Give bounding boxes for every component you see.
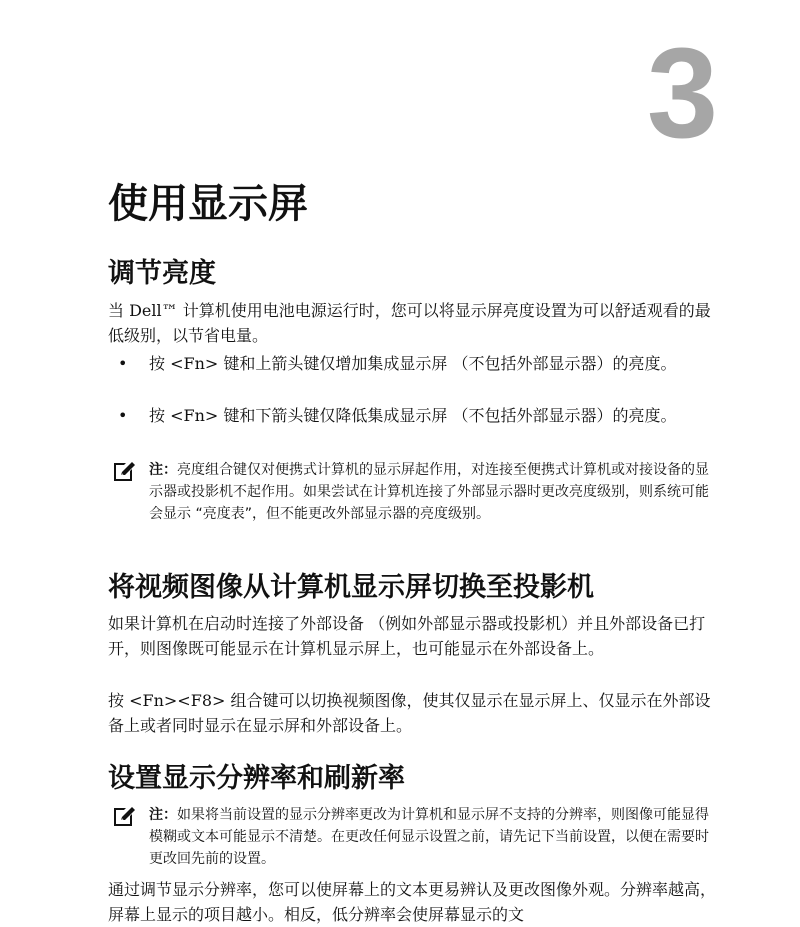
brightness-intro: 当 Dell™ 计算机使用电池电源运行时，您可以将显示屏亮度设置为可以舒适观看的最低级别，以节省电量。 — [108, 301, 711, 345]
chapter-number: 3 — [646, 22, 718, 165]
section-heading-projector: 将视频图像从计算机显示屏切换至投影机 — [108, 572, 594, 603]
list-item — [118, 403, 718, 428]
list-item — [118, 351, 718, 376]
note-label: 注： — [149, 807, 177, 823]
pencil-note-icon — [112, 806, 136, 828]
bullet-icon: • — [118, 354, 128, 373]
section-heading-resolution: 设置显示分辨率和刷新率 — [108, 763, 405, 794]
note-text: 亮度组合键仅对便携式计算机的显示屏起作用，对连接至便携式计算机或对接设备的显示器或投影机不起作用。如果尝试在计算机连接了外部显示器时更改亮度级别，则系统可能会显示 “亮度表”，但不能更改外部显示器的亮度级别。 — [149, 462, 709, 522]
projector-paragraph-2: 按 <Fn><F8> 组合键可以切换视频图像，使其仅显示在显示屏上、仅显示在外部设备上或者同时显示在显示屏和外部设备上。 — [108, 691, 711, 735]
section-heading-brightness: 调节亮度 — [108, 258, 216, 289]
projector-paragraph-1: 如果计算机在启动时连接了外部设备 （例如外部显示器或投影机）并且外部设备已打开，则图像既可能显示在计算机显示屏上，也可能显示在外部设备上。 — [108, 614, 706, 658]
page-title: 使用显示屏 — [108, 181, 308, 227]
note-resolution — [112, 804, 720, 870]
pencil-note-icon — [112, 461, 136, 483]
bullet-icon: • — [118, 406, 128, 425]
note-text: 如果将当前设置的显示分辨率更改为计算机和显示屏不支持的分辨率，则图像可能显得模糊或文本可能显示不清楚。在更改任何显示设置之前，请先记下当前设置，以便在需要时更改回先前的设置。 — [149, 807, 709, 867]
list-item-text: 按 <Fn> 键和上箭头键仅增加集成显示屏 （不包括外部显示器）的亮度。 — [149, 354, 677, 373]
list-item-text: 按 <Fn> 键和下箭头键仅降低集成显示屏 （不包括外部显示器）的亮度。 — [149, 406, 677, 425]
resolution-paragraph: 通过调节显示分辨率，您可以使屏幕上的文本更易辨认及更改图像外观。分辨率越高，屏幕上显示的项目越小。相反，低分辨率会使屏幕显示的文 — [108, 880, 717, 924]
note-label: 注： — [149, 462, 177, 478]
note-brightness — [112, 459, 720, 525]
